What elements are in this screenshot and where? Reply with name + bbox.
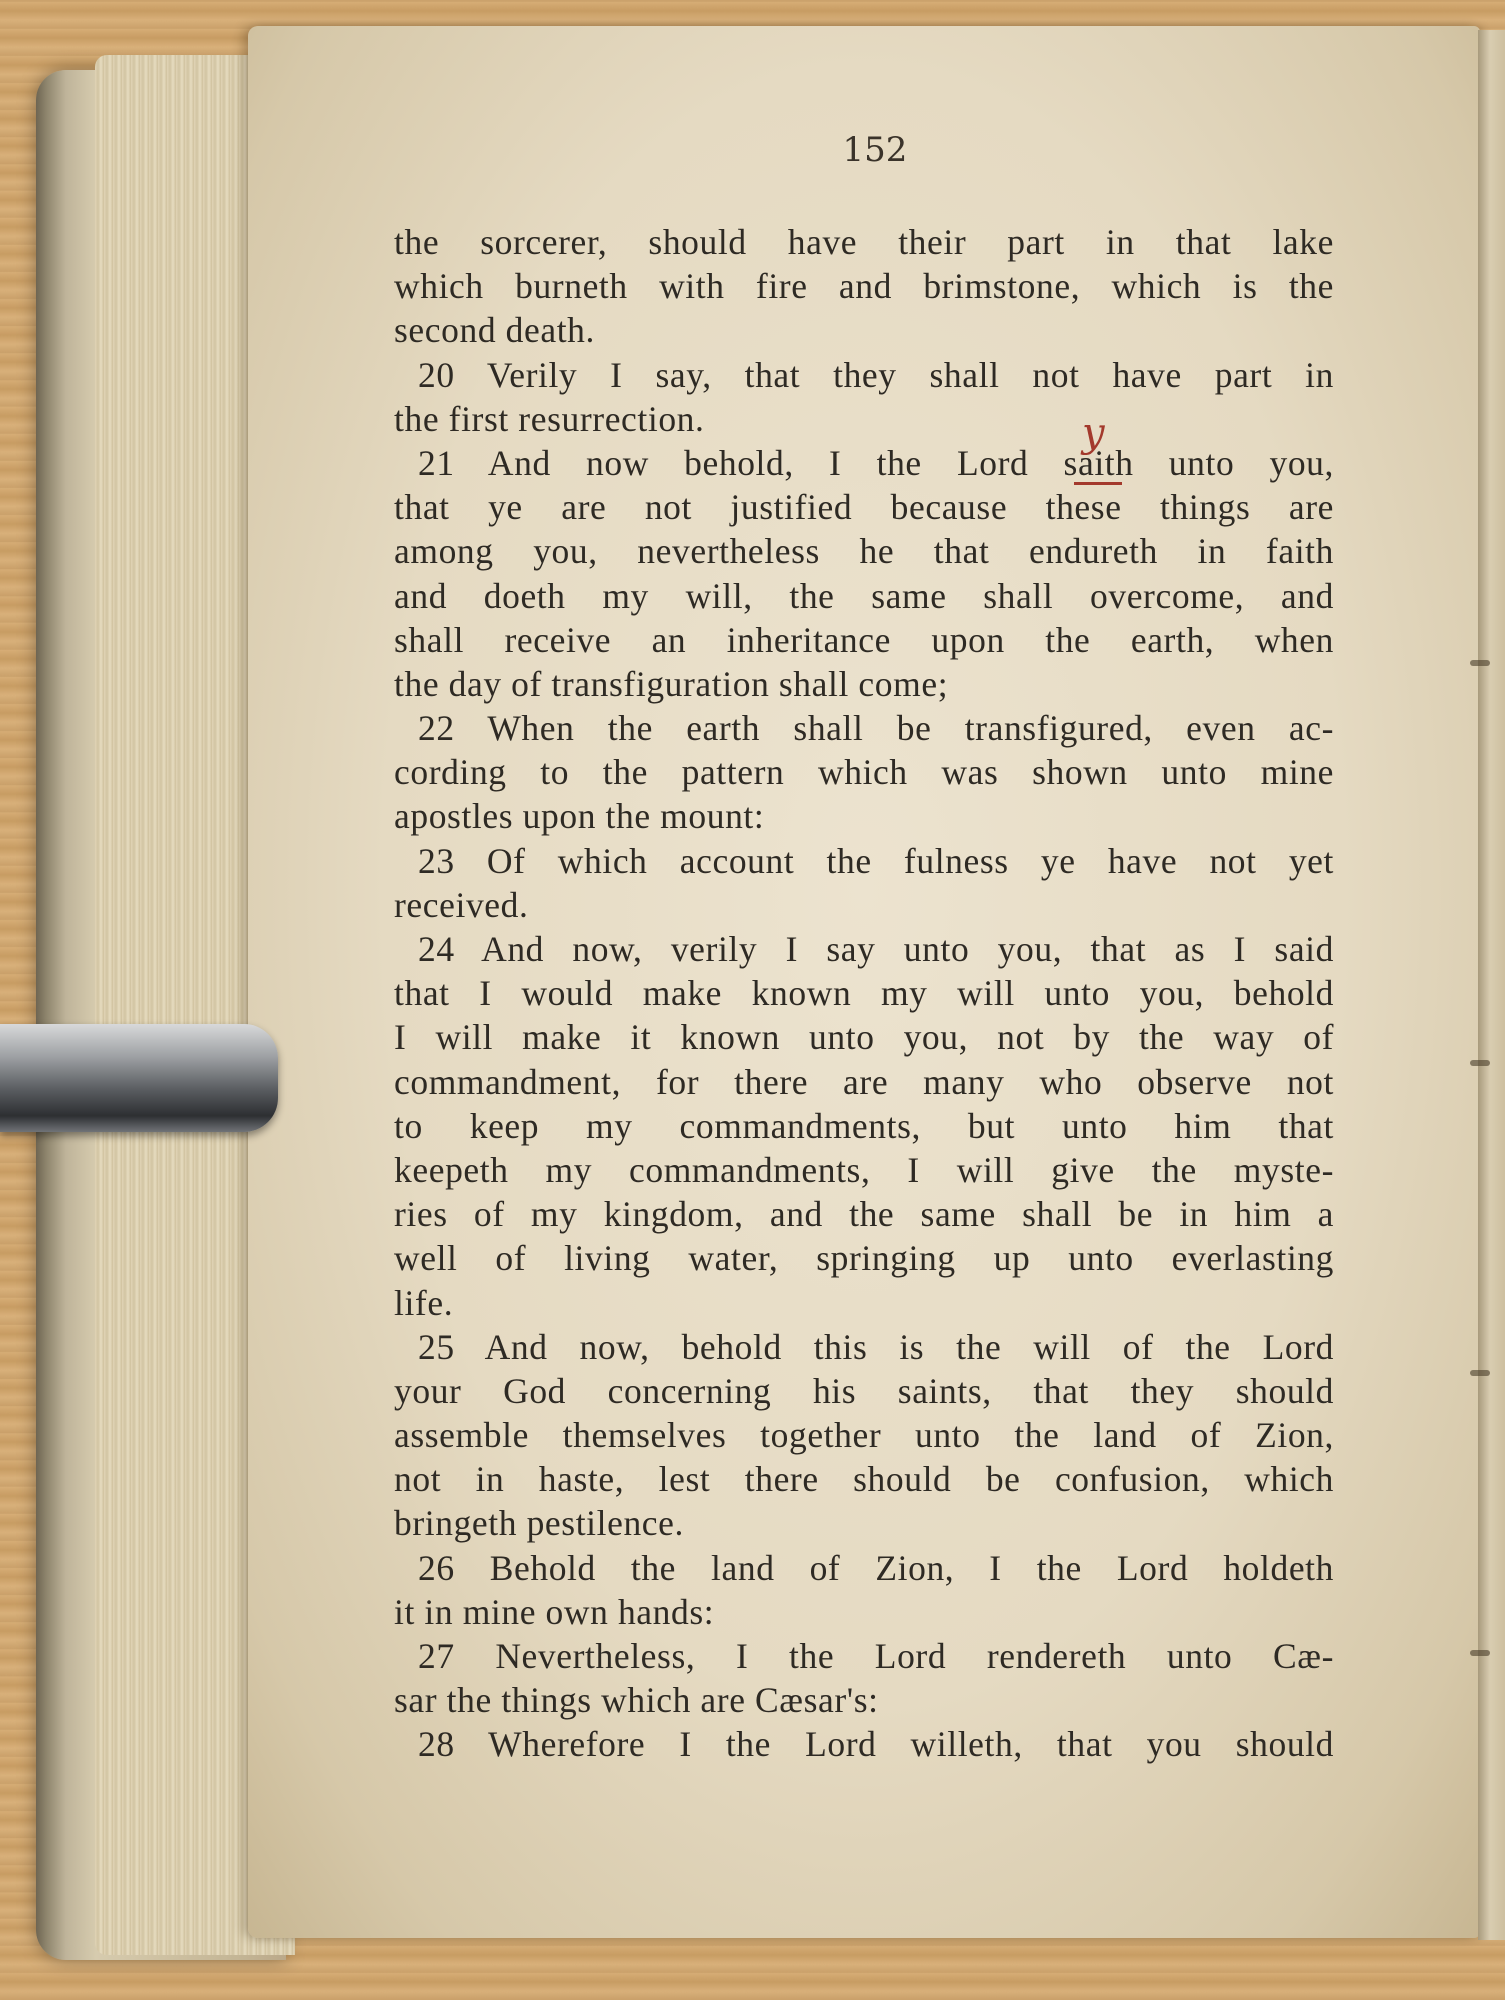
text-line: well of living water, springing up unto everlasting [394,1238,1334,1279]
binding-stitch [1470,1650,1490,1656]
verse-line: 20 Verily I say, that they shall not have part in [418,354,1334,395]
text-line: it in mine own hands: [394,1591,715,1632]
verse-line: 28 Wherefore I the Lord willeth, that you should [418,1724,1334,1765]
verse-line: 21 And now behold, I the Lord saith unto you, [418,442,1334,483]
binding-stitch [1470,1060,1490,1066]
text-line: shall receive an inheritance upon the earth, when [394,619,1334,660]
text-line: your God concerning his saints, that they should [394,1370,1334,1411]
text-line: assemble themselves together unto the land of Zion, [394,1415,1334,1456]
text-line: the sorcerer, should have their part in that lake [394,222,1334,262]
page-text [394,220,1334,1767]
text-line: bringeth pestilence. [394,1503,684,1544]
verse-line: 24 And now, verily I say unto you, that as I said [418,929,1334,969]
metal-page-clip [0,1024,278,1132]
text-line: that I would make known my will unto you, behold [394,973,1334,1014]
verse-line: 27 Nevertheless, I the Lord rendereth unto Cæ- [418,1636,1334,1676]
text-line: cording to the pattern which was shown unto mine [394,752,1334,793]
text-line: among you, nevertheless he that endureth in faith [394,531,1334,572]
verse-line: 23 Of which account the fulness ye have not yet [418,840,1334,881]
text-line: which burneth with fire and brimstone, which is the [394,266,1334,307]
text-line: the first resurrection. [394,398,705,439]
page-number: 152 [842,130,908,170]
text-line: received. [394,884,529,925]
text-line: to keep my commandments, but unto him that [394,1105,1334,1146]
text-line: commandment, for there are many who observe not [394,1061,1334,1102]
verse-line: 22 When the earth shall be transfigured, even ac- [418,708,1334,749]
text-line: I will make it known unto you, not by the way of [394,1017,1334,1058]
verse-line: 26 Behold the land of Zion, I the Lord holdeth [418,1547,1334,1588]
text-line: the day of transfiguration shall come; [394,663,949,704]
text-line: second death. [394,310,596,351]
text-line: apostles upon the mount: [394,796,765,837]
binding-stitch [1470,1370,1490,1376]
text-line: not in haste, lest there should be confusion, which [394,1459,1334,1500]
text-line: keepeth my commandments, I will give the myste- [394,1149,1334,1190]
text-line: that ye are not justified because these things are [394,487,1334,528]
text-line: life. [394,1282,454,1323]
text-line: sar the things which are Cæsar's: [394,1680,879,1721]
text-line: and doeth my will, the same shall overcome, and [394,575,1334,616]
text-line: ries of my kingdom, and the same shall be in him a [394,1194,1334,1235]
verse-line: 25 And now, behold this is the will of the Lord [418,1326,1334,1367]
handwritten-annotation: y [1082,410,1105,456]
binding-stitch [1470,660,1490,666]
